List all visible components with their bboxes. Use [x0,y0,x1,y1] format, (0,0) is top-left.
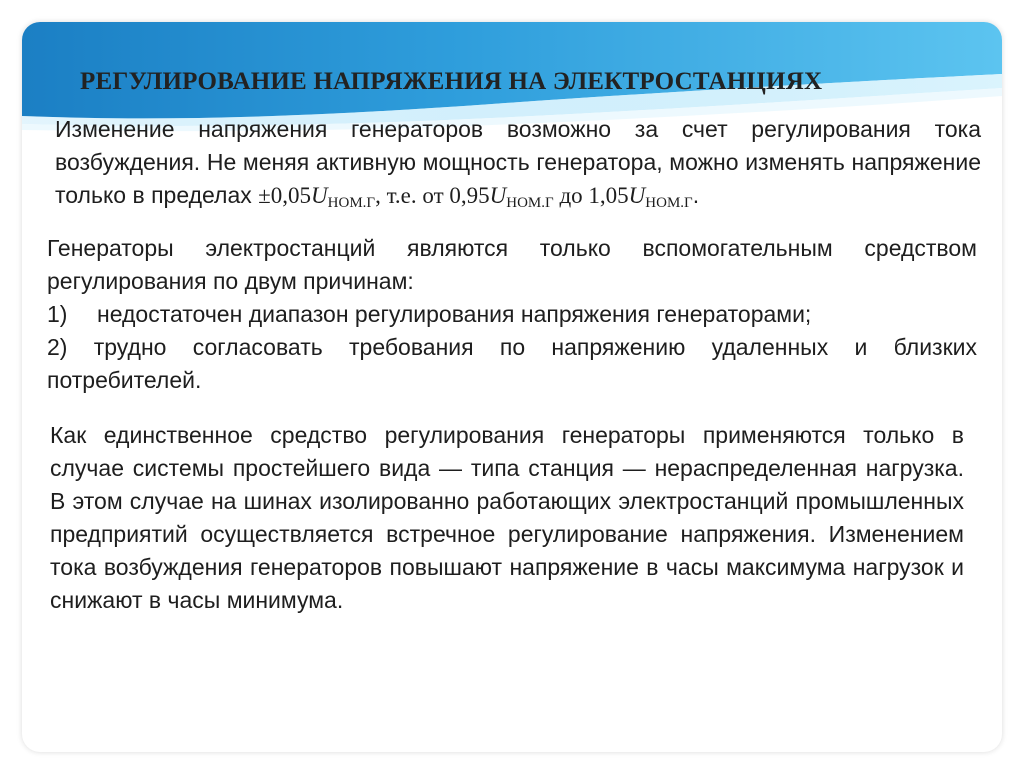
range-to: до 1,05 [553,183,629,208]
limit-value: ±0,05 [258,183,312,208]
u-symbol: U [628,183,646,208]
sentence-end: . [692,182,700,208]
u-subscript: НОМ.Г [327,195,376,211]
list-item-number: 1) [47,301,68,327]
list-item: 2) трудно согласовать требования по напряжению удаленных и близких потребителей. [47,334,977,393]
reasons-intro: Генераторы электростанций являются только вспомогательным средством регулирования по двум причинам: [47,235,977,294]
slide [22,22,1002,752]
u-symbol: U [311,183,328,208]
range-from: , т.е. от 0,95 [375,183,490,208]
paragraph-reasons [47,232,977,397]
paragraph-voltage-range [55,113,981,220]
paragraph1-text: Изменение напряжения генераторов возможно за счет регулирования тока возбуждения. Не меняя активную мощность генератора, можно изменять напряжение только в пределах [55,116,981,208]
slide-title: РЕГУЛИРОВАНИЕ НАПРЯЖЕНИЯ НА ЭЛЕКТРОСТАНЦИЯХ [80,68,823,95]
paragraph-counter-regulation: Как единственное средство регулирования генераторы применяются только в случае системы простейшего вида — типа станция — нераспределенная нагрузка. В этом случае на шинах изолированно работающих электростанций промышленных предприятий осуществляется встречное регулирование напряжения. Изменением тока возбуждения генераторов повышают напряжение в часы максимума нагрузок и снижают в часы минимума. [50,422,964,613]
u-subscript: НОМ.Г [506,195,554,211]
u-symbol: U [489,183,507,208]
list-item [47,298,977,331]
list-item-text: недостаточен диапазон регулирования напряжения генераторами; [97,301,812,327]
u-subscript: НОМ.Г [645,195,693,211]
